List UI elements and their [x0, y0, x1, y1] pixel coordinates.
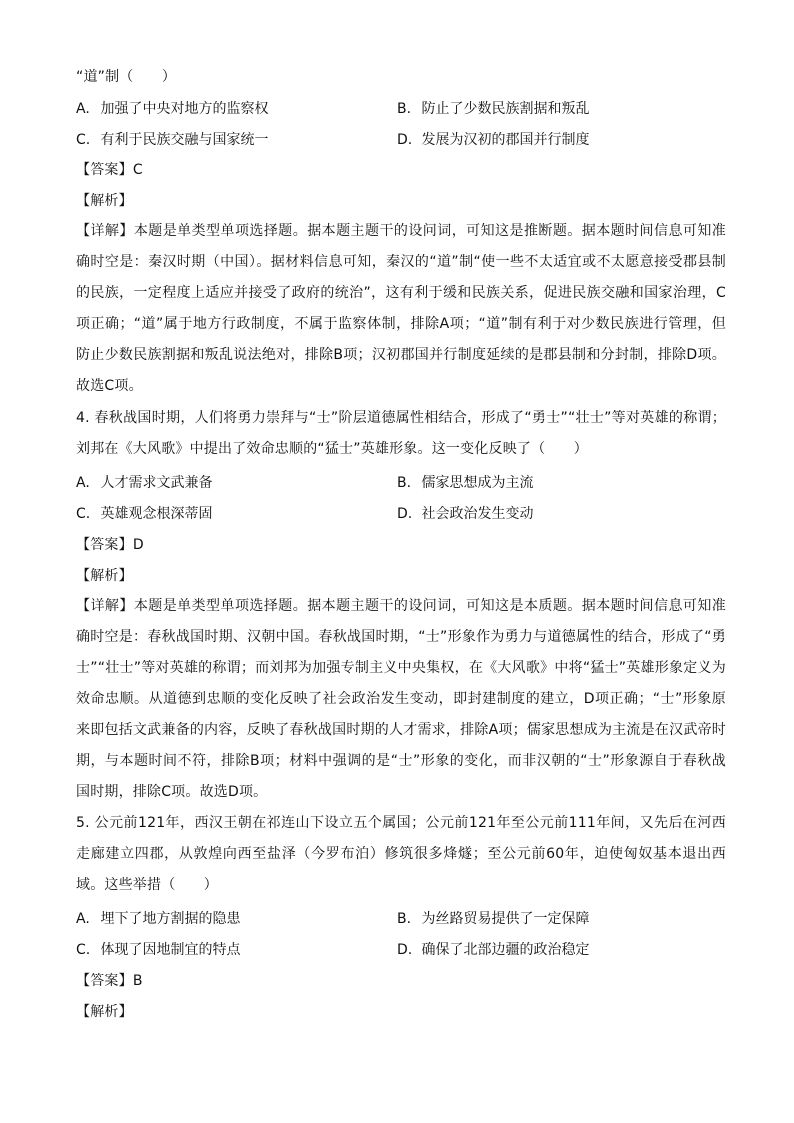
- question-3-option-d[interactable]: [397, 130, 589, 150]
- option-text: 加强了中央对地方的监察权: [100, 101, 269, 117]
- option-text: 为丝路贸易提供了一定保障: [421, 911, 590, 927]
- question-3-answer: [76, 160, 726, 180]
- question-5-option-d[interactable]: [397, 940, 589, 960]
- question-3-option-c[interactable]: [76, 130, 268, 150]
- question-3-option-a[interactable]: [76, 99, 268, 119]
- option-text: 儒家思想成为主流: [421, 475, 534, 491]
- option-letter: B.: [397, 911, 412, 927]
- detail-label: 【详解】: [76, 598, 134, 614]
- question-3-option-b[interactable]: [397, 99, 589, 119]
- option-letter: A.: [76, 911, 90, 927]
- detail-label: 【详解】: [76, 223, 134, 239]
- option-letter: C.: [76, 942, 91, 958]
- question-5-option-a[interactable]: [76, 909, 240, 929]
- question-4-stem: 4. 春秋战国时期，人们将勇力崇拜与“士”阶层道德属性相结合，形成了“勇士”“壮士”等对英雄的称谓；刘邦在《大风歌》中提出了效命忠顺的“猛士”英雄形象。这一变化反映了（ ）: [76, 410, 726, 457]
- question-3-stem: “道”制（ ）: [76, 69, 177, 85]
- option-letter: D.: [397, 506, 413, 522]
- option-letter: B.: [397, 475, 412, 491]
- option-text: 埋下了地方割据的隐患: [100, 911, 241, 927]
- detail-text: 本题是单类型单项选择题。据本题主题干的设问词，可知这是推断题。据本题时间信息可知准确时空是：秦汉时期（中国）。据材料信息可知，秦汉的“道”制“使一些不太适宜或不太愿意接受郡县制的民族，一定程度上适应并接受了政府的统治”，这有利于缓和民族关系，促进民族交融和国家治理，C项正确；“道”属于地方行政制度，不属于监察体制，排除A项；“道”制有利于对少数民族进行管理，但防止少数民族割据和叛乱说法绝对，排除B项；汉初郡国并行制度延续的是郡县制和分封制，排除D项。故选C项。: [76, 223, 726, 394]
- option-text: 防止了少数民族割据和叛乱: [421, 101, 590, 117]
- question-5-option-b[interactable]: [397, 909, 589, 929]
- detail-text: 本题是单类型单项选择题。据本题主题干的设问词，可知这是本质题。据本题时间信息可知准确时空是：春秋战国时期、汉朝中国。春秋战国时期，“士”形象作为勇力与道德属性的结合，形成了“勇士”“壮士”等对英雄的称谓；而刘邦为加强专制主义中央集权，在《大风歌》中将“猛士”英雄形象定义为效命忠顺。从道德到忠顺的变化反映了社会政治发生变动，即封建制度的建立，D项正确；“士”形象原来即包括文武兼备的内容，反映了春秋战国时期的人才需求，排除A项；儒家思想成为主流是在汉武帝时期，与本题时间不符，排除B项；材料中强调的是“士”形象的变化，而非汉朝的“士”形象源自于春秋战国时期，排除C项。故选D项。: [76, 598, 726, 800]
- option-letter: A.: [76, 475, 90, 491]
- question-4-option-d[interactable]: [397, 504, 533, 524]
- question-5-option-c[interactable]: [76, 940, 240, 960]
- option-letter: D.: [397, 132, 413, 148]
- question-4-analysis-label: 【解析】: [76, 568, 133, 584]
- answer-label: 【答案】: [76, 973, 133, 989]
- question-3-analysis-label: 【解析】: [76, 193, 133, 209]
- option-text: 体现了因地制宜的特点: [100, 942, 241, 958]
- option-text: 发展为汉初的郡国并行制度: [421, 132, 590, 148]
- option-text: 人才需求文武兼备: [100, 475, 213, 491]
- option-letter: C.: [76, 506, 91, 522]
- option-text: 社会政治发生变动: [421, 506, 534, 522]
- question-4-option-a[interactable]: [76, 473, 212, 493]
- option-text: 英雄观念根深蒂固: [100, 506, 213, 522]
- answer-label: 【答案】: [76, 162, 133, 178]
- question-4-option-c[interactable]: [76, 504, 212, 524]
- question-3-detail: [76, 216, 726, 402]
- option-letter: B.: [397, 101, 412, 117]
- option-text: 确保了北部边疆的政治稳定: [421, 942, 590, 958]
- answer-value: C: [132, 162, 143, 178]
- question-4-option-b[interactable]: [397, 473, 533, 493]
- answer-value: B: [132, 973, 143, 989]
- question-5-answer: [76, 971, 726, 991]
- question-5-stem: 5. 公元前121年，西汉王朝在祁连山下设立五个属国；公元前121年至公元前111年间，又先后在河西走廊建立四郡，从敦煌向西至盐泽（今罗布泊）修筑很多烽燧；至公元前60年，迫使匈奴基本退出西域。这些举措（ ）: [76, 815, 726, 893]
- question-4-answer: [76, 535, 726, 555]
- question-4-detail: [76, 591, 726, 808]
- option-letter: D.: [397, 942, 413, 958]
- option-text: 有利于民族交融与国家统一: [100, 132, 269, 148]
- option-letter: C.: [76, 132, 91, 148]
- answer-label: 【答案】: [76, 537, 133, 553]
- answer-value: D: [132, 537, 144, 553]
- option-letter: A.: [76, 101, 90, 117]
- question-5-analysis-label: 【解析】: [76, 1004, 133, 1020]
